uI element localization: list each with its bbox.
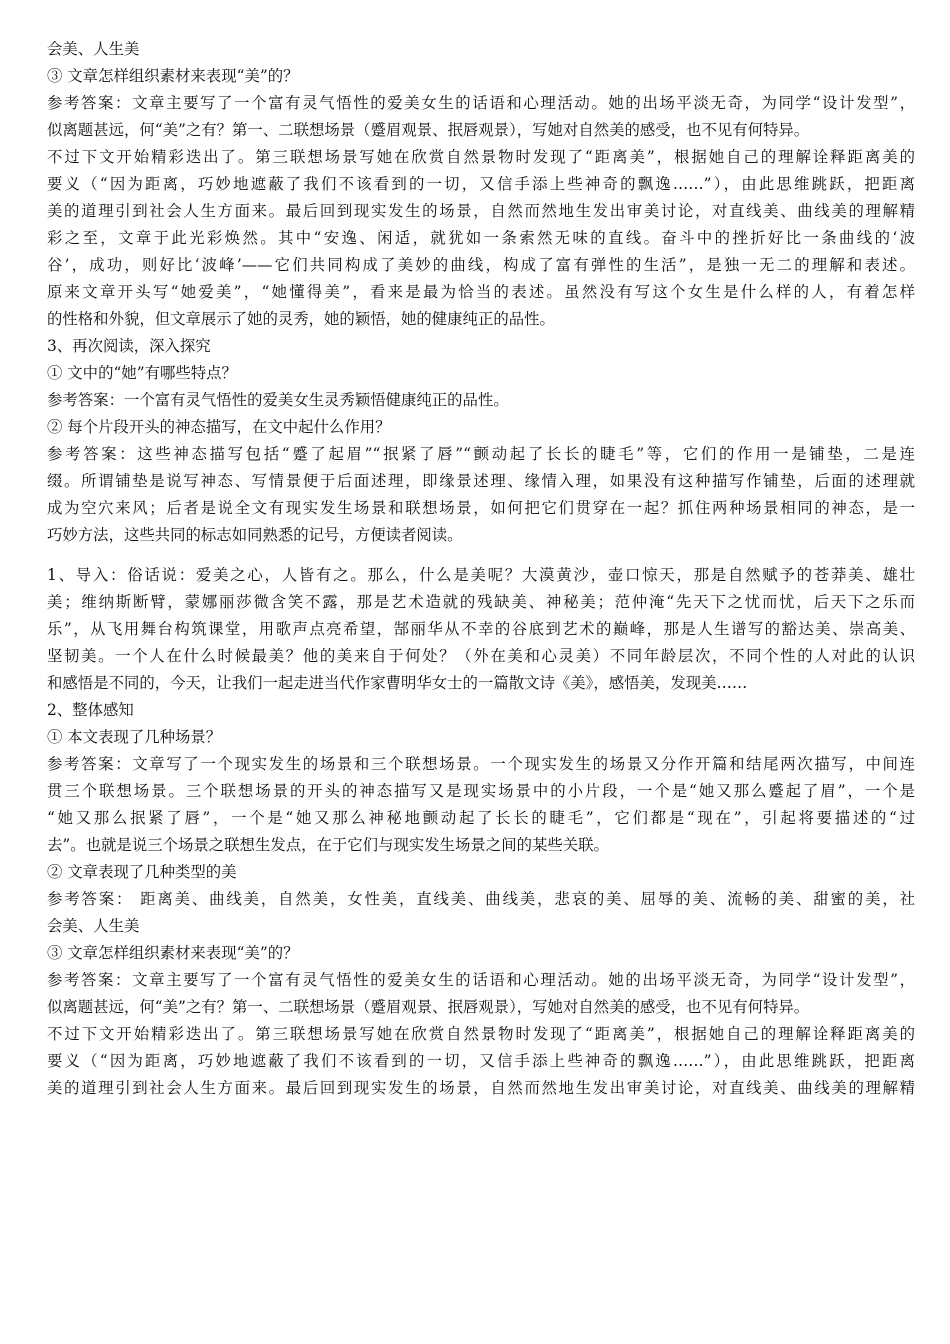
text-line: ③ 文章怎样组织素材来表现“美”的？	[47, 944, 299, 962]
text-line: 和感悟是不同的，今天，让我们一起走进当代作家曹明华女士的一篇散文诗《美》，感悟美，发现美……	[47, 674, 748, 692]
text-line: 美的道理引到社会人生方面来。最后回到现实发生的场景，自然而然地生发出审美讨论，对直线美、曲线美的理解精	[47, 202, 915, 220]
text-line: 乐”，从飞用舞台构筑课堂，用歌声点亮希望，郜丽华从不幸的谷底到艺术的巅峰，那是人生谱写的豁达美、崇高美、	[47, 620, 915, 638]
text-line: 不过下文开始精彩迭出了。第三联想场景写她在欣赏自然景物时发现了“距离美”，根据她自己的理解诠释距离美的	[47, 1025, 915, 1043]
text-line: 去”。也就是说三个场景之联想生发点，在于它们与现实发生场景之间的某些关联。	[47, 836, 609, 854]
text-line: 参考答案： 距离美、曲线美，自然美，女性美，直线美、曲线美，悲哀的美、屈辱的美、流畅的美、甜蜜的美，社	[47, 890, 915, 908]
section-gap	[47, 549, 915, 562]
text-line: 参考答案：文章主要写了一个富有灵气悟性的爱美女生的话语和心理活动。她的出场平淡无奇，为同学“设计发型”，	[47, 971, 915, 989]
section-lesson-intro	[47, 562, 915, 1102]
text-line: 美；维纳斯断臂，蒙娜丽莎微含笑不露，那是艺术造就的残缺美、神秘美；范仲淹“先天下之忧而忧，后天下之乐而	[47, 593, 915, 611]
text-line: 似离题甚远，何“美”之有？第一、二联想场景（蹙眉观景、抿唇观景），写她对自然美的感受，也不见有何特异。	[47, 998, 810, 1016]
text-line: 参考答案：一个富有灵气悟性的爱美女生灵秀颖悟健康纯正的品性。	[47, 391, 509, 409]
text-line: 谷’，成功，则好比‘波峰’——它们共同构成了美妙的曲线，构成了富有弹性的生活”，是独一无二的理解和表述。	[47, 256, 915, 274]
text-line: 成为空穴来风；后者是说全文有现实发生场景和联想场景，如何把它们贯穿在一起？抓住两种场景相同的神态，是一	[47, 499, 915, 517]
text-line: 缀。所谓铺垫是说写神态、写情景便于后面述理，即缘景述理、缘情入理，如果没有这种描写作铺垫，后面的述理就	[47, 472, 915, 490]
document-page	[47, 36, 915, 1102]
section-continued-answers	[47, 36, 915, 549]
text-line: 贯三个联想场景。三个联想场景的开头的神态描写又是现实场景中的小片段，一个是“她又那么蹙起了眉”，一个是	[47, 782, 915, 800]
text-line: 美的道理引到社会人生方面来。最后回到现实发生的场景，自然而然地生发出审美讨论，对直线美、曲线美的理解精	[47, 1079, 915, 1097]
text-line: 巧妙方法，这些共同的标志如同熟悉的记号，方便读者阅读。	[47, 526, 463, 544]
text-line: 参考答案：文章写了一个现实发生的场景和三个联想场景。一个现实发生的场景又分作开篇和结尾两次描写，中间连	[47, 755, 915, 773]
text-line: 参考答案：这些神态描写包括“蹙了起眉”“抿紧了唇”“颤动起了长长的睫毛”等，它们的作用一是铺垫，二是连	[47, 445, 915, 463]
text-line: 似离题甚远，何“美”之有？第一、二联想场景（蹙眉观景、抿唇观景），写她对自然美的感受，也不见有何特异。	[47, 121, 810, 139]
text-line: ② 文章表现了几种类型的美	[47, 863, 237, 881]
text-line: 会美、人生美	[47, 40, 140, 58]
text-line: 彩之至，文章于此光彩焕然。其中“安逸、闲适，就犹如一条索然无味的直线。奋斗中的挫折好比一条曲线的‘波	[47, 229, 915, 247]
text-line: ③ 文章怎样组织素材来表现“美”的？	[47, 67, 299, 85]
text-line: ② 每个片段开头的神态描写，在文中起什么作用？	[47, 418, 391, 436]
text-line: “她又那么抿紧了唇”，一个是“她又那么神秘地颤动起了长长的睫毛”，它们都是“现在”，引起将要描述的“过	[47, 809, 915, 827]
text-line: 要义（“因为距离，巧妙地遮蔽了我们不该看到的一切，又信手添上些神奇的飘逸……”），由此思维跳跃，把距离	[47, 175, 915, 193]
text-line: 原来文章开头写“她爱美”，“她懂得美”，看来是最为恰当的表述。虽然没有写这个女生是什么样的人，有着怎样	[47, 283, 915, 301]
text-line: 2、整体感知	[47, 701, 134, 719]
text-line: 坚韧美。一个人在什么时候最美？他的美来自于何处？（外在美和心灵美）不同年龄层次，不同个性的人对此的认识	[47, 647, 915, 665]
text-line: 不过下文开始精彩迭出了。第三联想场景写她在欣赏自然景物时发现了“距离美”，根据她自己的理解诠释距离美的	[47, 148, 915, 166]
text-line: 3、再次阅读，深入探究	[47, 337, 211, 355]
text-line: 参考答案：文章主要写了一个富有灵气悟性的爱美女生的话语和心理活动。她的出场平淡无奇，为同学“设计发型”，	[47, 94, 915, 112]
text-line: 的性格和外貌，但文章展示了她的灵秀，她的颖悟，她的健康纯正的品性。	[47, 310, 555, 328]
text-line: 会美、人生美	[47, 917, 140, 935]
text-line: 要义（“因为距离，巧妙地遮蔽了我们不该看到的一切，又信手添上些神奇的飘逸……”），由此思维跳跃，把距离	[47, 1052, 915, 1070]
text-line: 1、导入：俗话说：爱美之心，人皆有之。那么，什么是美呢？大漠黄沙，壶口惊天，那是自然赋予的苍莽美、雄壮	[47, 566, 915, 584]
text-line: ① 文中的“她”有哪些特点？	[47, 364, 237, 382]
text-line: ① 本文表现了几种场景？	[47, 728, 222, 746]
